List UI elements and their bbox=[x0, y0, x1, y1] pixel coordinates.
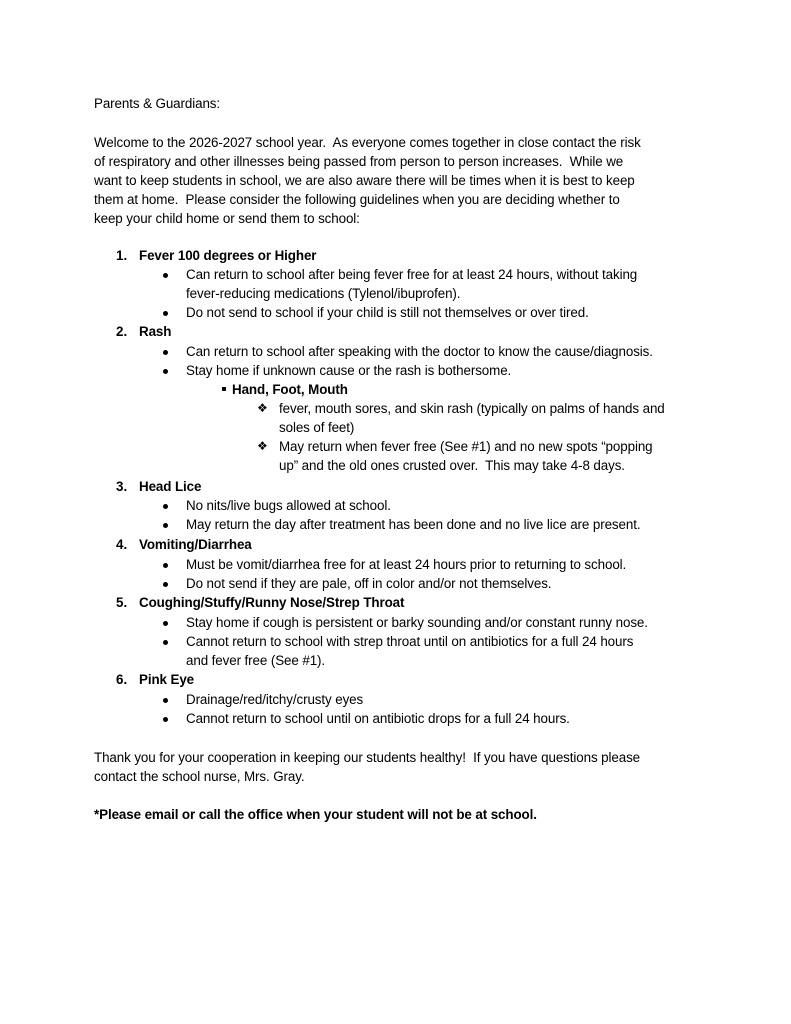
bullet-text: Stay home if unknown cause or the rash is bothersome. bbox=[186, 363, 512, 378]
closing-line: contact the school nurse, Mrs. Gray. bbox=[94, 769, 305, 784]
bullet-text: No nits/live bugs allowed at school. bbox=[186, 498, 391, 513]
item-title: Vomiting/Diarrhea bbox=[139, 537, 252, 552]
bullet-icon bbox=[163, 273, 168, 278]
intro-line: want to keep students in school, we are also aware there will be times when it is best to keep bbox=[94, 173, 635, 188]
item-number: 2. bbox=[116, 324, 128, 339]
item-title: Rash bbox=[139, 324, 172, 339]
item-title: Coughing/Stuffy/Runny Nose/Strep Throat bbox=[139, 595, 405, 610]
subitem-title: Hand, Foot, Mouth bbox=[232, 382, 348, 397]
intro-line: them at home. Please consider the following guidelines when you are deciding whether to bbox=[94, 192, 620, 207]
bullet-icon bbox=[163, 311, 168, 316]
bullet-text: fever-reducing medications (Tylenol/ibuprofen). bbox=[186, 286, 461, 301]
bullet-text: Stay home if cough is persistent or barky sounding and/or constant runny nose. bbox=[186, 615, 648, 630]
bullet-icon bbox=[163, 350, 168, 355]
subpoint-text: up” and the old ones crusted over. This may take 4-8 days. bbox=[279, 458, 625, 473]
bullet-icon bbox=[163, 523, 168, 528]
subpoint-text: fever, mouth sores, and skin rash (typically on palms of hands and bbox=[279, 401, 665, 416]
item-title: Pink Eye bbox=[139, 672, 195, 687]
subpoint-text: soles of feet) bbox=[279, 420, 355, 435]
bullet-icon bbox=[163, 582, 168, 587]
item-number: 4. bbox=[116, 537, 128, 552]
diamond-bullet-icon: ❖ bbox=[257, 401, 268, 415]
intro-line: Welcome to the 2026-2027 school year. As everyone comes together in close contact the risk bbox=[94, 135, 641, 150]
bullet-text: Must be vomit/diarrhea free for at least 24 hours prior to returning to school. bbox=[186, 557, 627, 572]
bullet-icon bbox=[163, 369, 168, 374]
item-title: Fever 100 degrees or Higher bbox=[139, 248, 317, 263]
item-number: 3. bbox=[116, 479, 128, 494]
bullet-icon bbox=[163, 621, 168, 626]
bullet-text: May return the day after treatment has been done and no live lice are present. bbox=[186, 517, 641, 532]
intro-line: of respiratory and other illnesses being passed from person to person increases. While we bbox=[94, 154, 624, 169]
bullet-icon bbox=[163, 717, 168, 722]
diamond-bullet-icon: ❖ bbox=[257, 439, 268, 453]
bullet-text: Cannot return to school until on antibiotic drops for a full 24 hours. bbox=[186, 711, 570, 726]
subpoint-text: May return when fever free (See #1) and no new spots “popping bbox=[279, 439, 653, 454]
bullet-text: Do not send to school if your child is still not themselves or over tired. bbox=[186, 305, 589, 320]
bullet-text: Drainage/red/itchy/crusty eyes bbox=[186, 692, 364, 707]
item-title: Head Lice bbox=[139, 479, 202, 494]
closing-line: Thank you for your cooperation in keeping our students healthy! If you have questions please bbox=[94, 750, 641, 765]
office-notice: *Please email or call the office when your student will not be at school. bbox=[94, 807, 537, 822]
bullet-icon bbox=[163, 698, 168, 703]
bullet-text: Can return to school after speaking with the doctor to know the cause/diagnosis. bbox=[186, 344, 653, 359]
bullet-text: Can return to school after being fever free for at least 24 hours, without taking bbox=[186, 267, 638, 282]
item-number: 6. bbox=[116, 672, 128, 687]
bullet-icon bbox=[163, 640, 168, 645]
salutation: Parents & Guardians: bbox=[94, 96, 221, 111]
bullet-text: Cannot return to school with strep throat until on antibiotics for a full 24 hours bbox=[186, 634, 634, 649]
square-bullet-icon bbox=[222, 387, 226, 391]
item-number: 1. bbox=[116, 248, 128, 263]
bullet-text: Do not send if they are pale, off in color and/or not themselves. bbox=[186, 576, 552, 591]
bullet-icon bbox=[163, 563, 168, 568]
bullet-text: and fever free (See #1). bbox=[186, 653, 326, 668]
intro-line: keep your child home or send them to school: bbox=[94, 211, 360, 226]
bullet-icon bbox=[163, 504, 168, 509]
item-number: 5. bbox=[116, 595, 128, 610]
